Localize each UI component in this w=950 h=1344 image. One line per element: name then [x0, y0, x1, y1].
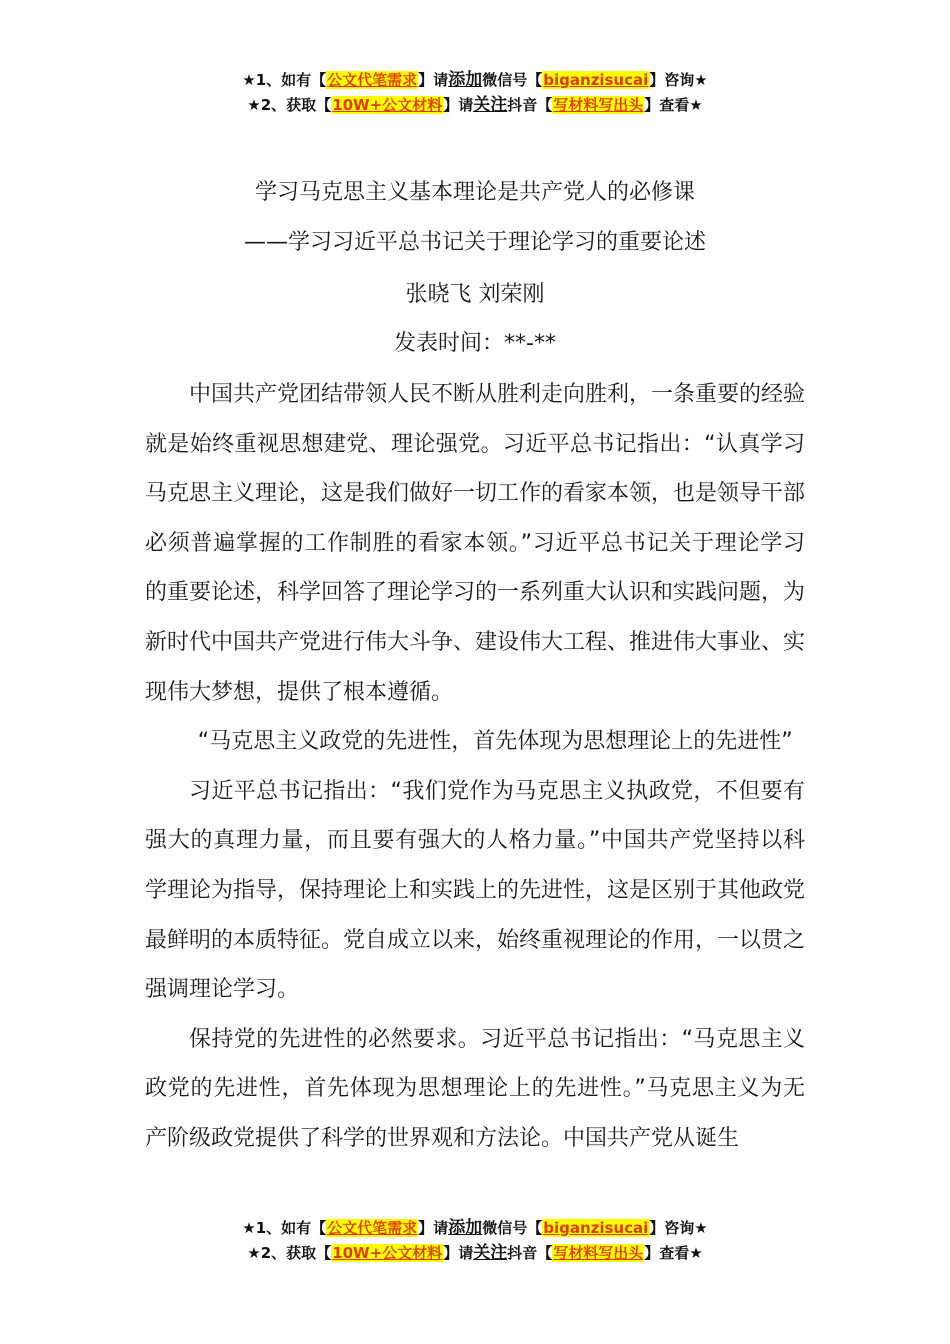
article-body [145, 370, 805, 1164]
banner-text: 抖音【 [507, 1244, 553, 1262]
header-banner [0, 68, 950, 118]
banner-text: 】请 [418, 1219, 449, 1237]
banner-text: ★2、获取【 [247, 96, 332, 114]
paragraph: 习近平总书记指出：“我们党作为马克思主义执政党，不但要有强大的真理力量，而且要有强大的人格力量。”中国共产党坚持以科学理论为指导，保持理论上和实践上的先进性，这是区别于其他政党最鲜明的本质特征。党自成立以来，始终重视理论的作用，一以贯之强调理论学习。 [145, 778, 806, 1003]
document-authors: 张晓飞 刘荣刚 [405, 282, 545, 307]
banner-line-2 [0, 93, 950, 118]
banner-text: 】请 [443, 1244, 474, 1262]
banner-text: 】查看★ [644, 96, 703, 114]
banner-highlight: 10W+公文材料 [332, 96, 443, 114]
document-subtitle: ——学习习近平总书记关于理论学习的重要论述 [243, 230, 706, 255]
banner-line-2 [0, 1241, 950, 1266]
banner-text: 抖音【 [507, 96, 553, 114]
banner-emphasis: 添加 [448, 1218, 483, 1238]
banner-text: 】查看★ [644, 1244, 703, 1262]
banner-text: ★2、获取【 [247, 1244, 332, 1262]
paragraph: 保持党的先进性的必然要求。习近平总书记指出：“马克思主义政党的先进性，首先体现为思想理论上的先进性。”马克思主义为无产阶级政党提供了科学的世界观和方法论。中国共产党从诞生 [145, 1026, 805, 1151]
section-heading: “马克思主义政党的先进性，首先体现为思想理论上的先进性” [197, 729, 793, 755]
banner-highlight: 公文代笔需求 [327, 1219, 418, 1237]
banner-highlight: 写材料写出头 [553, 96, 644, 114]
banner-text: 】咨询★ [649, 71, 708, 89]
banner-emphasis: 关注 [473, 1243, 508, 1263]
banner-text: 】请 [418, 71, 449, 89]
banner-highlight: biganzisucai [543, 1219, 649, 1237]
banner-emphasis: 添加 [448, 70, 483, 90]
banner-text: 】请 [443, 96, 474, 114]
banner-highlight: biganzisucai [543, 71, 649, 89]
banner-emphasis: 关注 [473, 95, 508, 115]
banner-text: 微信号【 [482, 71, 543, 89]
banner-text: 】咨询★ [649, 1219, 708, 1237]
banner-text: 微信号【 [482, 1219, 543, 1237]
banner-text: ★1、如有【 [242, 1219, 327, 1237]
banner-highlight: 写材料写出头 [553, 1244, 644, 1262]
banner-highlight: 公文代笔需求 [327, 71, 418, 89]
banner-line-1 [0, 1216, 950, 1241]
publish-time: 发表时间：**-** [394, 331, 556, 356]
banner-line-1 [0, 68, 950, 93]
footer-banner [0, 1216, 950, 1266]
banner-highlight: 10W+公文材料 [332, 1244, 443, 1262]
banner-text: ★1、如有【 [242, 71, 327, 89]
paragraph: 中国共产党团结带领人民不断从胜利走向胜利，一条重要的经验就是始终重视思想建党、理论强党。习近平总书记指出：“认真学习马克思主义理论，这是我们做好一切工作的看家本领，也是领导干部必须普遍掌握的工作制胜的看家本领。”习近平总书记关于理论学习的重要论述，科学回答了理论学习的一系列重大认识和实践问题，为新时代中国共产党进行伟大斗争、建设伟大工程、推进伟大事业、实现伟大梦想，提供了根本遵循。 [145, 382, 806, 705]
document-title: 学习马克思主义基本理论是共产党人的必修课 [254, 180, 695, 205]
